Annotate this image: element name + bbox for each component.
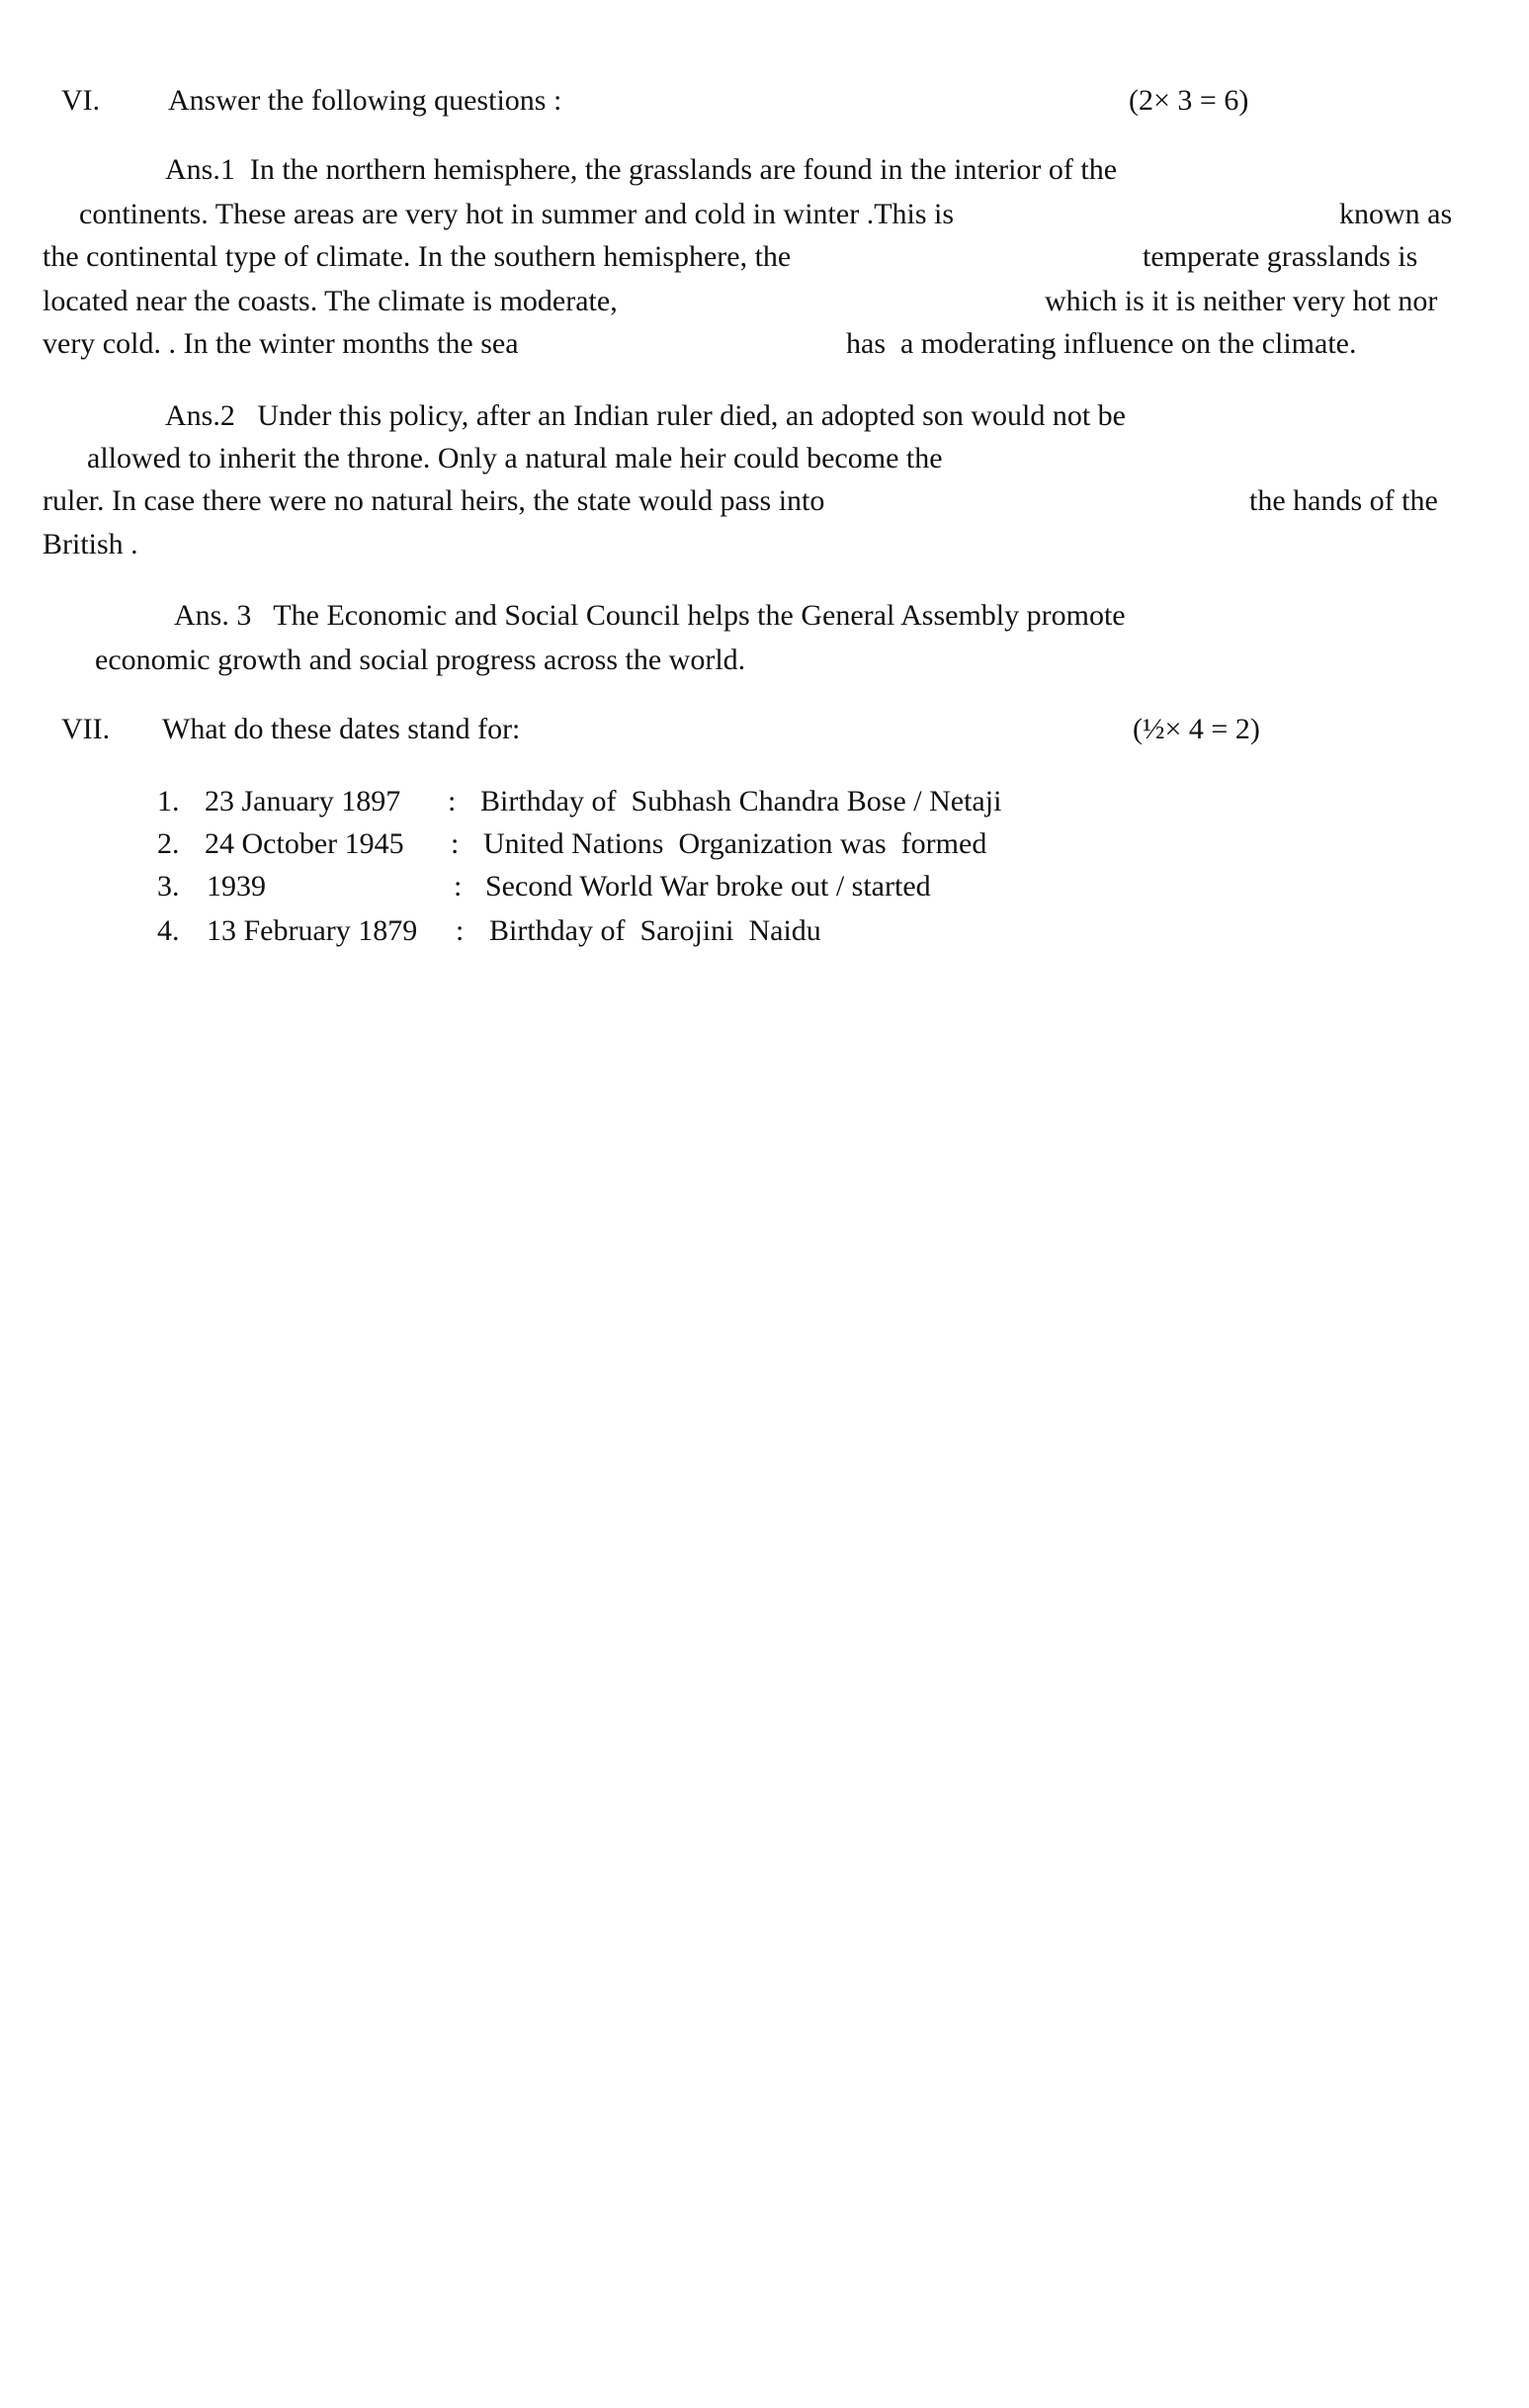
item-date: 1939 — [207, 870, 266, 903]
answer-line: ruler. In case there were no natural heirs, the state would pass into — [42, 484, 825, 517]
section-title: Answer the following questions : — [168, 84, 562, 117]
answer-line: very cold. . In the winter months the sea — [42, 327, 519, 360]
answer-line: the hands of the — [1249, 484, 1438, 517]
item-date: 13 February 1879 — [207, 914, 418, 947]
answer-line: Ans. 3 The Economic and Social Council helps the General Assembly promote — [174, 599, 1126, 632]
answer-line: Ans.1 In the northern hemisphere, the grasslands are found in the interior of the — [165, 153, 1118, 186]
item-separator: : — [448, 785, 457, 817]
item-number: 4. — [157, 914, 180, 947]
answer-line: which is it is neither very hot nor — [1045, 285, 1438, 317]
item-number: 3. — [157, 870, 180, 903]
item-separator: : — [456, 914, 465, 947]
answer-line: has a moderating influence on the climate. — [846, 327, 1357, 360]
item-number: 1. — [157, 785, 180, 817]
answer-line: continents. These areas are very hot in summer and cold in winter .This is — [79, 198, 955, 230]
answer-line: located near the coasts. The climate is moderate, — [42, 285, 618, 317]
answer-line: allowed to inherit the throne. Only a natural male heir could become the — [87, 442, 943, 474]
section-numeral: VI. — [61, 84, 101, 117]
item-number: 2. — [157, 827, 180, 860]
section-marks: (½× 4 = 2) — [1133, 713, 1260, 745]
section-marks: (2× 3 = 6) — [1129, 84, 1249, 117]
item-separator: : — [451, 827, 460, 860]
answer-line: temperate grasslands is — [1143, 240, 1418, 273]
item-separator: : — [454, 870, 463, 903]
section-numeral: VII. — [61, 713, 111, 745]
item-meaning: United Nations Organization was formed — [483, 827, 987, 860]
answer-line: the continental type of climate. In the southern hemisphere, the — [42, 240, 792, 273]
item-meaning: Second World War broke out / started — [485, 870, 931, 903]
answer-line: economic growth and social progress across the world. — [95, 644, 746, 676]
item-date: 24 October 1945 — [205, 827, 404, 860]
item-meaning: Birthday of Sarojini Naidu — [489, 914, 821, 947]
item-date: 23 January 1897 — [205, 785, 401, 817]
answer-line: Ans.2 Under this policy, after an Indian ruler died, an adopted son would not be — [165, 399, 1126, 432]
answer-line: known as — [1339, 198, 1453, 230]
section-title: What do these dates stand for: — [162, 713, 521, 745]
item-meaning: Birthday of Subhash Chandra Bose / Netaji — [480, 785, 1002, 817]
answer-line: British . — [42, 528, 138, 560]
